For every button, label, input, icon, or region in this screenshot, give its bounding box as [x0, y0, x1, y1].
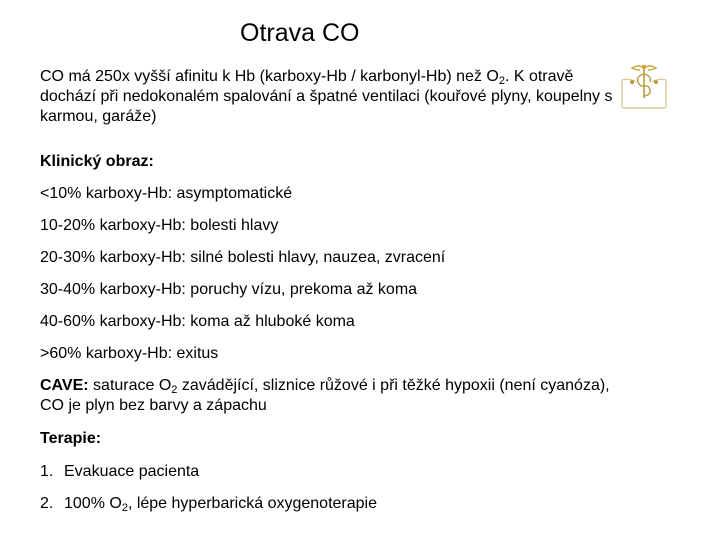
therapy-item-text-part2: , lépe hyperbarická oxygenoterapie	[127, 495, 377, 512]
caduceus-emblem-icon	[618, 62, 670, 112]
clinical-item: >60% karboxy-Hb: exitus	[40, 345, 219, 362]
intro-subscript: 2	[498, 75, 505, 87]
slide-title: Otrava CO	[240, 19, 360, 47]
therapy-item-subscript: 2	[121, 502, 128, 514]
clinical-item: 20-30% karboxy-Hb: silné bolesti hlavy, nauzea, zvracení	[40, 249, 446, 266]
intro-text-part2: . K otravě dochází při nedokonalém spalování a špatné ventilaci (kouřové plyny, koupelny s karmou, garáže)	[40, 68, 613, 125]
slide-content	[40, 67, 615, 514]
cave-label: CAVE:	[40, 377, 89, 394]
therapy-item-number: 1.	[40, 463, 54, 480]
therapy-item	[40, 494, 615, 514]
cave-text-part2: zavádějící, sliznice růžové i při těžké hypoxii (není cyanóza), CO je plyn bez barvy a zápachu	[40, 377, 610, 414]
therapy-heading: Terapie:	[40, 430, 102, 447]
clinical-item: 10-20% karboxy-Hb: bolesti hlavy	[40, 217, 279, 234]
clinical-item: 40-60% karboxy-Hb: koma až hluboké koma	[40, 313, 355, 330]
cave-text-part1: saturace O	[88, 377, 172, 394]
intro-text-part1: CO má 250x vyšší afinitu k Hb (karboxy-Hb / karbonyl-Hb) než O	[40, 68, 499, 85]
therapy-item	[40, 462, 615, 482]
clinical-heading: Klinický obraz:	[40, 153, 154, 170]
cave-subscript: 2	[171, 384, 178, 396]
therapy-item-number: 2.	[40, 495, 54, 512]
therapy-item-text: Evakuace pacienta	[64, 463, 200, 480]
therapy-item-text-part1: 100% O	[64, 495, 122, 512]
intro-paragraph	[40, 67, 615, 127]
cave-paragraph	[40, 376, 615, 416]
clinical-item: 30-40% karboxy-Hb: poruchy vízu, prekoma až koma	[40, 281, 418, 298]
clinical-item: <10% karboxy-Hb: asymptomatické	[40, 185, 293, 202]
